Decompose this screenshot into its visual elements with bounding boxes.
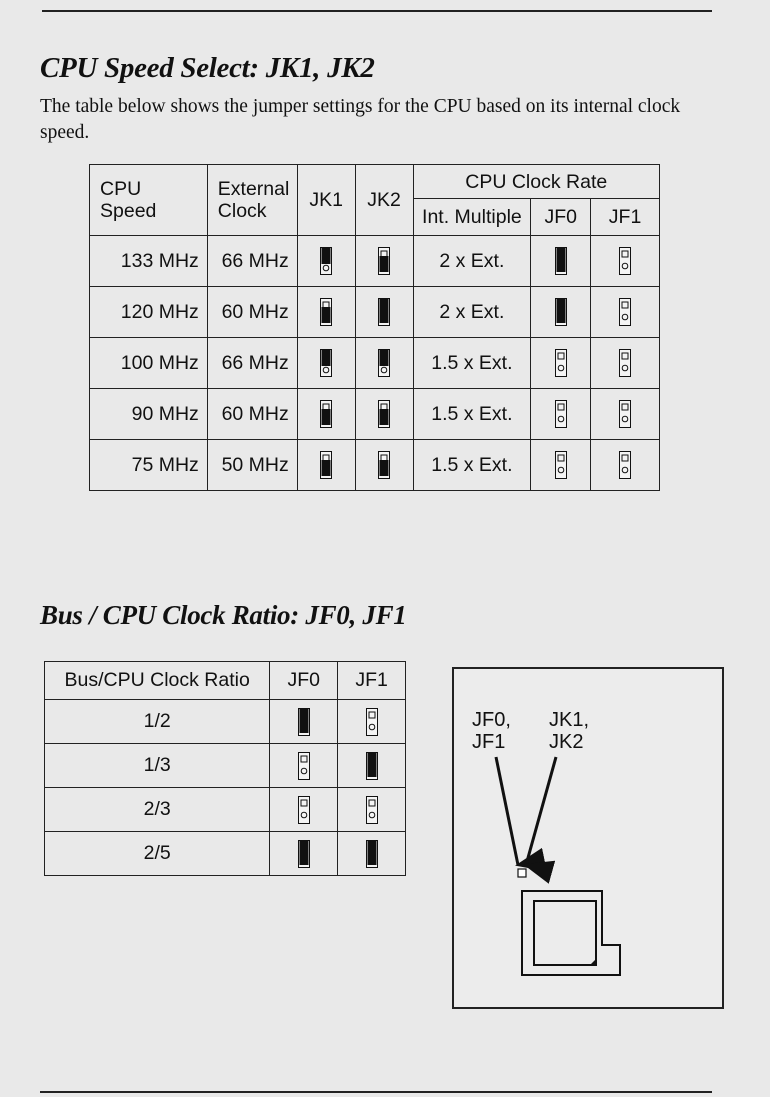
arrow-jk bbox=[526, 757, 556, 865]
cell-int-multiple: 1.5 x Ext. bbox=[413, 338, 531, 389]
cpu-speed-row bbox=[90, 440, 660, 491]
cell-cpu-speed: 90 MHz bbox=[90, 389, 208, 440]
jumper-full-icon bbox=[298, 840, 310, 868]
cell-external-clock: 60 MHz bbox=[207, 389, 297, 440]
cell-cpu-speed: 100 MHz bbox=[90, 338, 208, 389]
cpu-speed-row bbox=[90, 287, 660, 338]
jumper-full-icon bbox=[366, 752, 378, 780]
cell-jf1 bbox=[591, 389, 660, 440]
cpu-speed-row bbox=[90, 338, 660, 389]
cell-external-clock: 66 MHz bbox=[207, 338, 297, 389]
bus-ratio-row bbox=[45, 700, 406, 744]
jumper-full-icon bbox=[366, 840, 378, 868]
jumper-location-marker bbox=[518, 869, 526, 877]
header-jf0: JF0 bbox=[531, 199, 591, 236]
bus-ratio-row bbox=[45, 744, 406, 788]
cpu-speed-row bbox=[90, 236, 660, 287]
header-jf0: JF0 bbox=[270, 662, 338, 700]
cell-jf0 bbox=[531, 236, 591, 287]
bus-ratio-table bbox=[44, 661, 406, 876]
section-heading-cpu-speed: CPU Speed Select: JK1, JK2 bbox=[40, 52, 375, 84]
jumper-open-icon bbox=[366, 796, 378, 824]
header-jk2: JK2 bbox=[355, 165, 413, 236]
cell-jf1 bbox=[591, 440, 660, 491]
cell-int-multiple: 2 x Ext. bbox=[413, 287, 531, 338]
jumper-open-icon bbox=[619, 298, 631, 326]
cpu-speed-table bbox=[89, 164, 660, 491]
cell-jf0 bbox=[270, 700, 338, 744]
cell-jf1 bbox=[591, 236, 660, 287]
cell-jk1 bbox=[297, 338, 355, 389]
cell-jf1 bbox=[338, 700, 406, 744]
jumper-open-icon bbox=[619, 349, 631, 377]
cell-jk1 bbox=[297, 287, 355, 338]
cell-int-multiple: 2 x Ext. bbox=[413, 236, 531, 287]
header-external-clock: External Clock bbox=[207, 165, 297, 236]
cell-jk1 bbox=[297, 440, 355, 491]
jumper-bottom-icon bbox=[378, 400, 390, 428]
jumper-bottom-icon bbox=[378, 451, 390, 479]
pin1-marker bbox=[590, 959, 596, 965]
cell-jf1 bbox=[338, 832, 406, 876]
section-heading-bus-ratio: Bus / CPU Clock Ratio: JF0, JF1 bbox=[40, 600, 407, 630]
cell-external-clock: 60 MHz bbox=[207, 287, 297, 338]
jumper-open-icon bbox=[619, 247, 631, 275]
jumper-open-icon bbox=[555, 349, 567, 377]
jumper-open-icon bbox=[619, 400, 631, 428]
jumper-top-icon bbox=[320, 247, 332, 275]
header-cpu-speed: CPU Speed bbox=[90, 165, 208, 236]
cell-jk1 bbox=[297, 236, 355, 287]
cell-cpu-speed: 75 MHz bbox=[90, 440, 208, 491]
cell-ratio: 2/5 bbox=[45, 832, 270, 876]
cell-int-multiple: 1.5 x Ext. bbox=[413, 440, 531, 491]
cell-cpu-speed: 120 MHz bbox=[90, 287, 208, 338]
cell-jk2 bbox=[355, 389, 413, 440]
cell-jk2 bbox=[355, 338, 413, 389]
cell-int-multiple: 1.5 x Ext. bbox=[413, 389, 531, 440]
bottom-rule bbox=[40, 1091, 712, 1093]
board-location-diagram bbox=[452, 667, 724, 1009]
cell-jf0 bbox=[270, 832, 338, 876]
jumper-full-icon bbox=[298, 708, 310, 736]
cell-cpu-speed: 133 MHz bbox=[90, 236, 208, 287]
jumper-open-icon bbox=[555, 451, 567, 479]
cpu-speed-row bbox=[90, 389, 660, 440]
cell-jf1 bbox=[591, 287, 660, 338]
jumper-open-icon bbox=[619, 451, 631, 479]
header-cpu-clock-rate: CPU Clock Rate bbox=[413, 165, 659, 199]
label-jk1-jk2: JK1, JK2 bbox=[549, 709, 590, 753]
jumper-full-icon bbox=[555, 247, 567, 275]
jumper-full-icon bbox=[378, 298, 390, 326]
diagram-drawing bbox=[454, 669, 722, 1007]
jumper-open-icon bbox=[298, 752, 310, 780]
jumper-bottom-icon bbox=[320, 451, 332, 479]
jumper-bottom-icon bbox=[378, 247, 390, 275]
cell-jf0 bbox=[531, 440, 591, 491]
cell-ratio: 1/2 bbox=[45, 700, 270, 744]
jumper-top-icon bbox=[320, 349, 332, 377]
cell-external-clock: 50 MHz bbox=[207, 440, 297, 491]
cell-ratio: 2/3 bbox=[45, 788, 270, 832]
jumper-open-icon bbox=[366, 708, 378, 736]
jumper-top-icon bbox=[378, 349, 390, 377]
cell-jf0 bbox=[531, 287, 591, 338]
cpu-socket-inner bbox=[534, 901, 596, 965]
cell-jk2 bbox=[355, 440, 413, 491]
bus-ratio-row bbox=[45, 788, 406, 832]
cpu-socket-outline bbox=[522, 891, 620, 975]
jumper-open-icon bbox=[298, 796, 310, 824]
header-jk1: JK1 bbox=[297, 165, 355, 236]
cell-jf0 bbox=[270, 744, 338, 788]
header-bus-cpu-ratio: Bus/CPU Clock Ratio bbox=[45, 662, 270, 700]
header-jf1: JF1 bbox=[591, 199, 660, 236]
cell-jf0 bbox=[531, 338, 591, 389]
jumper-bottom-icon bbox=[320, 400, 332, 428]
cell-jf1 bbox=[338, 744, 406, 788]
cell-ratio: 1/3 bbox=[45, 744, 270, 788]
jumper-bottom-icon bbox=[320, 298, 332, 326]
cell-jf0 bbox=[270, 788, 338, 832]
cell-jf1 bbox=[338, 788, 406, 832]
cell-jk1 bbox=[297, 389, 355, 440]
cell-jf0 bbox=[531, 389, 591, 440]
header-int-multiple: Int. Multiple bbox=[413, 199, 531, 236]
arrow-jf bbox=[496, 757, 518, 865]
bus-ratio-row bbox=[45, 832, 406, 876]
top-rule bbox=[42, 10, 712, 12]
header-jf1: JF1 bbox=[338, 662, 406, 700]
cell-jk2 bbox=[355, 236, 413, 287]
intro-paragraph: The table below shows the jumper settings for the CPU based on its internal clock speed. bbox=[40, 96, 681, 143]
cell-external-clock: 66 MHz bbox=[207, 236, 297, 287]
label-jf0-jf1: JF0, JF1 bbox=[472, 709, 511, 753]
jumper-full-icon bbox=[555, 298, 567, 326]
cell-jf1 bbox=[591, 338, 660, 389]
jumper-open-icon bbox=[555, 400, 567, 428]
cell-jk2 bbox=[355, 287, 413, 338]
